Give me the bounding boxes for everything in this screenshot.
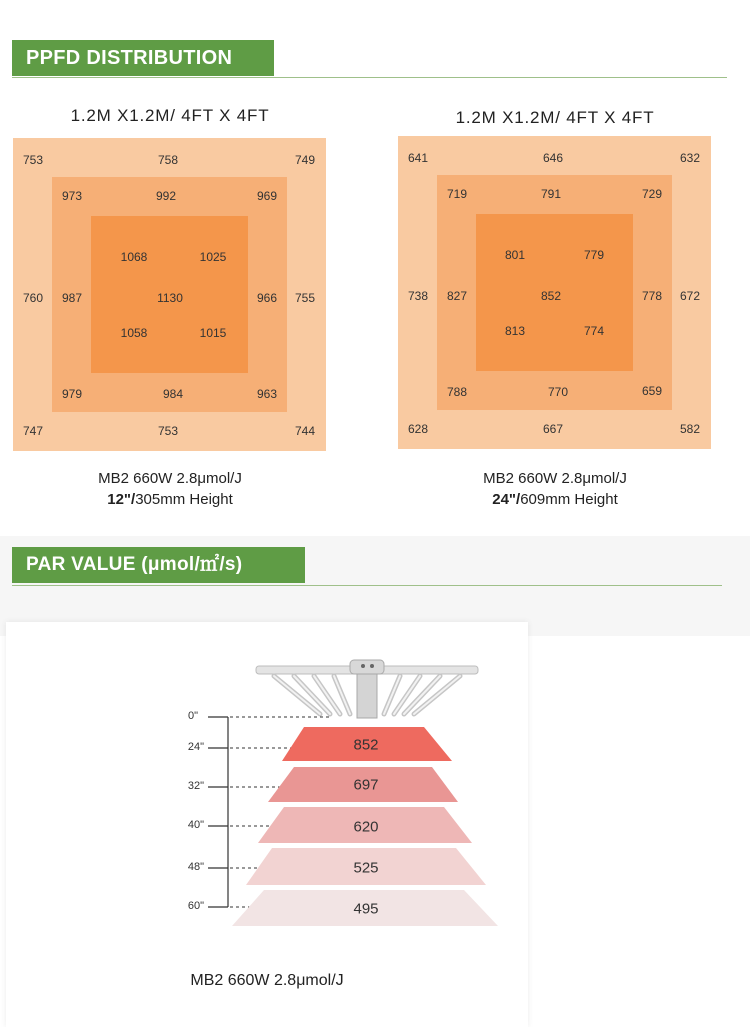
left-grid-caption xyxy=(0,468,340,510)
left-outer-value: 744 xyxy=(294,424,316,438)
right-caption-model: MB2 660W 2.8μmol/J xyxy=(483,470,627,487)
ppfd-header: PPFD DISTRIBUTION xyxy=(12,40,274,76)
left-inner-value: 1058 xyxy=(120,326,148,340)
left-outer-value: 753 xyxy=(157,424,179,438)
right-outer-value: 667 xyxy=(542,422,564,436)
par-header: PAR VALUE (μmol/㎡/s) xyxy=(12,547,305,583)
right-inner-value: 774 xyxy=(583,324,605,338)
par-caption: MB2 660W 2.8μmol/J xyxy=(190,972,344,989)
right-mid-value: 791 xyxy=(540,187,562,201)
left-caption-model: MB2 660W 2.8μmol/J xyxy=(98,470,242,487)
left-outer-value: 755 xyxy=(294,291,316,305)
right-outer-value: 628 xyxy=(407,422,429,436)
left-outer-value: 758 xyxy=(157,153,179,167)
left-mid-value: 987 xyxy=(61,291,83,305)
right-mid-value: 788 xyxy=(446,385,468,399)
left-inner-value: 1130 xyxy=(157,291,183,305)
right-inner-value: 813 xyxy=(504,324,526,338)
left-outer-value: 753 xyxy=(22,153,44,167)
right-grid-caption xyxy=(385,468,725,510)
left-inner-value: 1068 xyxy=(120,250,148,264)
left-mid-value: 973 xyxy=(61,189,83,203)
right-mid-value: 778 xyxy=(641,289,663,303)
left-inner-value: 1015 xyxy=(199,326,227,340)
par-value: 495 xyxy=(353,900,379,918)
ppfd-header-rule xyxy=(12,77,727,78)
right-grid-title: 1.2M X1.2M/ 4FT X 4FT xyxy=(455,108,655,127)
right-outer-value: 672 xyxy=(679,289,701,303)
right-mid-value: 827 xyxy=(446,289,468,303)
right-inner-value: 779 xyxy=(583,248,605,262)
right-mid-value: 719 xyxy=(446,187,468,201)
par-value: 620 xyxy=(353,818,379,836)
left-caption-height xyxy=(0,489,340,510)
right-inner-value: 852 xyxy=(540,289,562,303)
left-caption-height-mm: 305mm Height xyxy=(135,491,233,508)
height-label: 32" xyxy=(187,780,204,792)
right-caption-height-inches: 24"/ xyxy=(492,491,521,508)
left-outer-value: 747 xyxy=(22,424,44,438)
right-inner-value: 801 xyxy=(504,248,526,262)
right-outer-value: 738 xyxy=(407,289,429,303)
left-mid-value: 966 xyxy=(256,291,278,305)
par-value: 852 xyxy=(353,736,379,754)
par-diagram xyxy=(0,700,528,940)
left-mid-value: 992 xyxy=(155,189,177,203)
left-caption-height-inches: 12"/ xyxy=(107,491,136,508)
height-label: 40" xyxy=(187,819,204,831)
left-grid-title: 1.2M X1.2M/ 4FT X 4FT xyxy=(70,106,270,125)
right-outer-value: 641 xyxy=(407,151,429,165)
height-label: 0" xyxy=(187,710,198,722)
left-mid-value: 979 xyxy=(61,387,83,401)
right-mid-value: 659 xyxy=(641,384,663,398)
left-outer-value: 749 xyxy=(294,153,316,167)
right-outer-value: 646 xyxy=(542,151,564,165)
par-value: 697 xyxy=(353,776,379,794)
height-label: 24" xyxy=(187,741,204,753)
right-caption-height-mm: 609mm Height xyxy=(520,491,618,508)
right-outer-value: 632 xyxy=(679,151,701,165)
par-header-rule xyxy=(12,585,722,586)
left-mid-value: 969 xyxy=(256,189,278,203)
right-caption-height xyxy=(385,489,725,510)
height-label: 60" xyxy=(187,900,204,912)
left-mid-value: 984 xyxy=(162,387,184,401)
left-mid-value: 963 xyxy=(256,387,278,401)
right-mid-value: 729 xyxy=(641,187,663,201)
par-value: 525 xyxy=(353,859,379,877)
right-mid-value: 770 xyxy=(547,385,569,399)
right-outer-value: 582 xyxy=(679,422,701,436)
left-inner-value: 1025 xyxy=(199,250,227,264)
left-outer-value: 760 xyxy=(22,291,44,305)
height-label: 48" xyxy=(187,861,204,873)
